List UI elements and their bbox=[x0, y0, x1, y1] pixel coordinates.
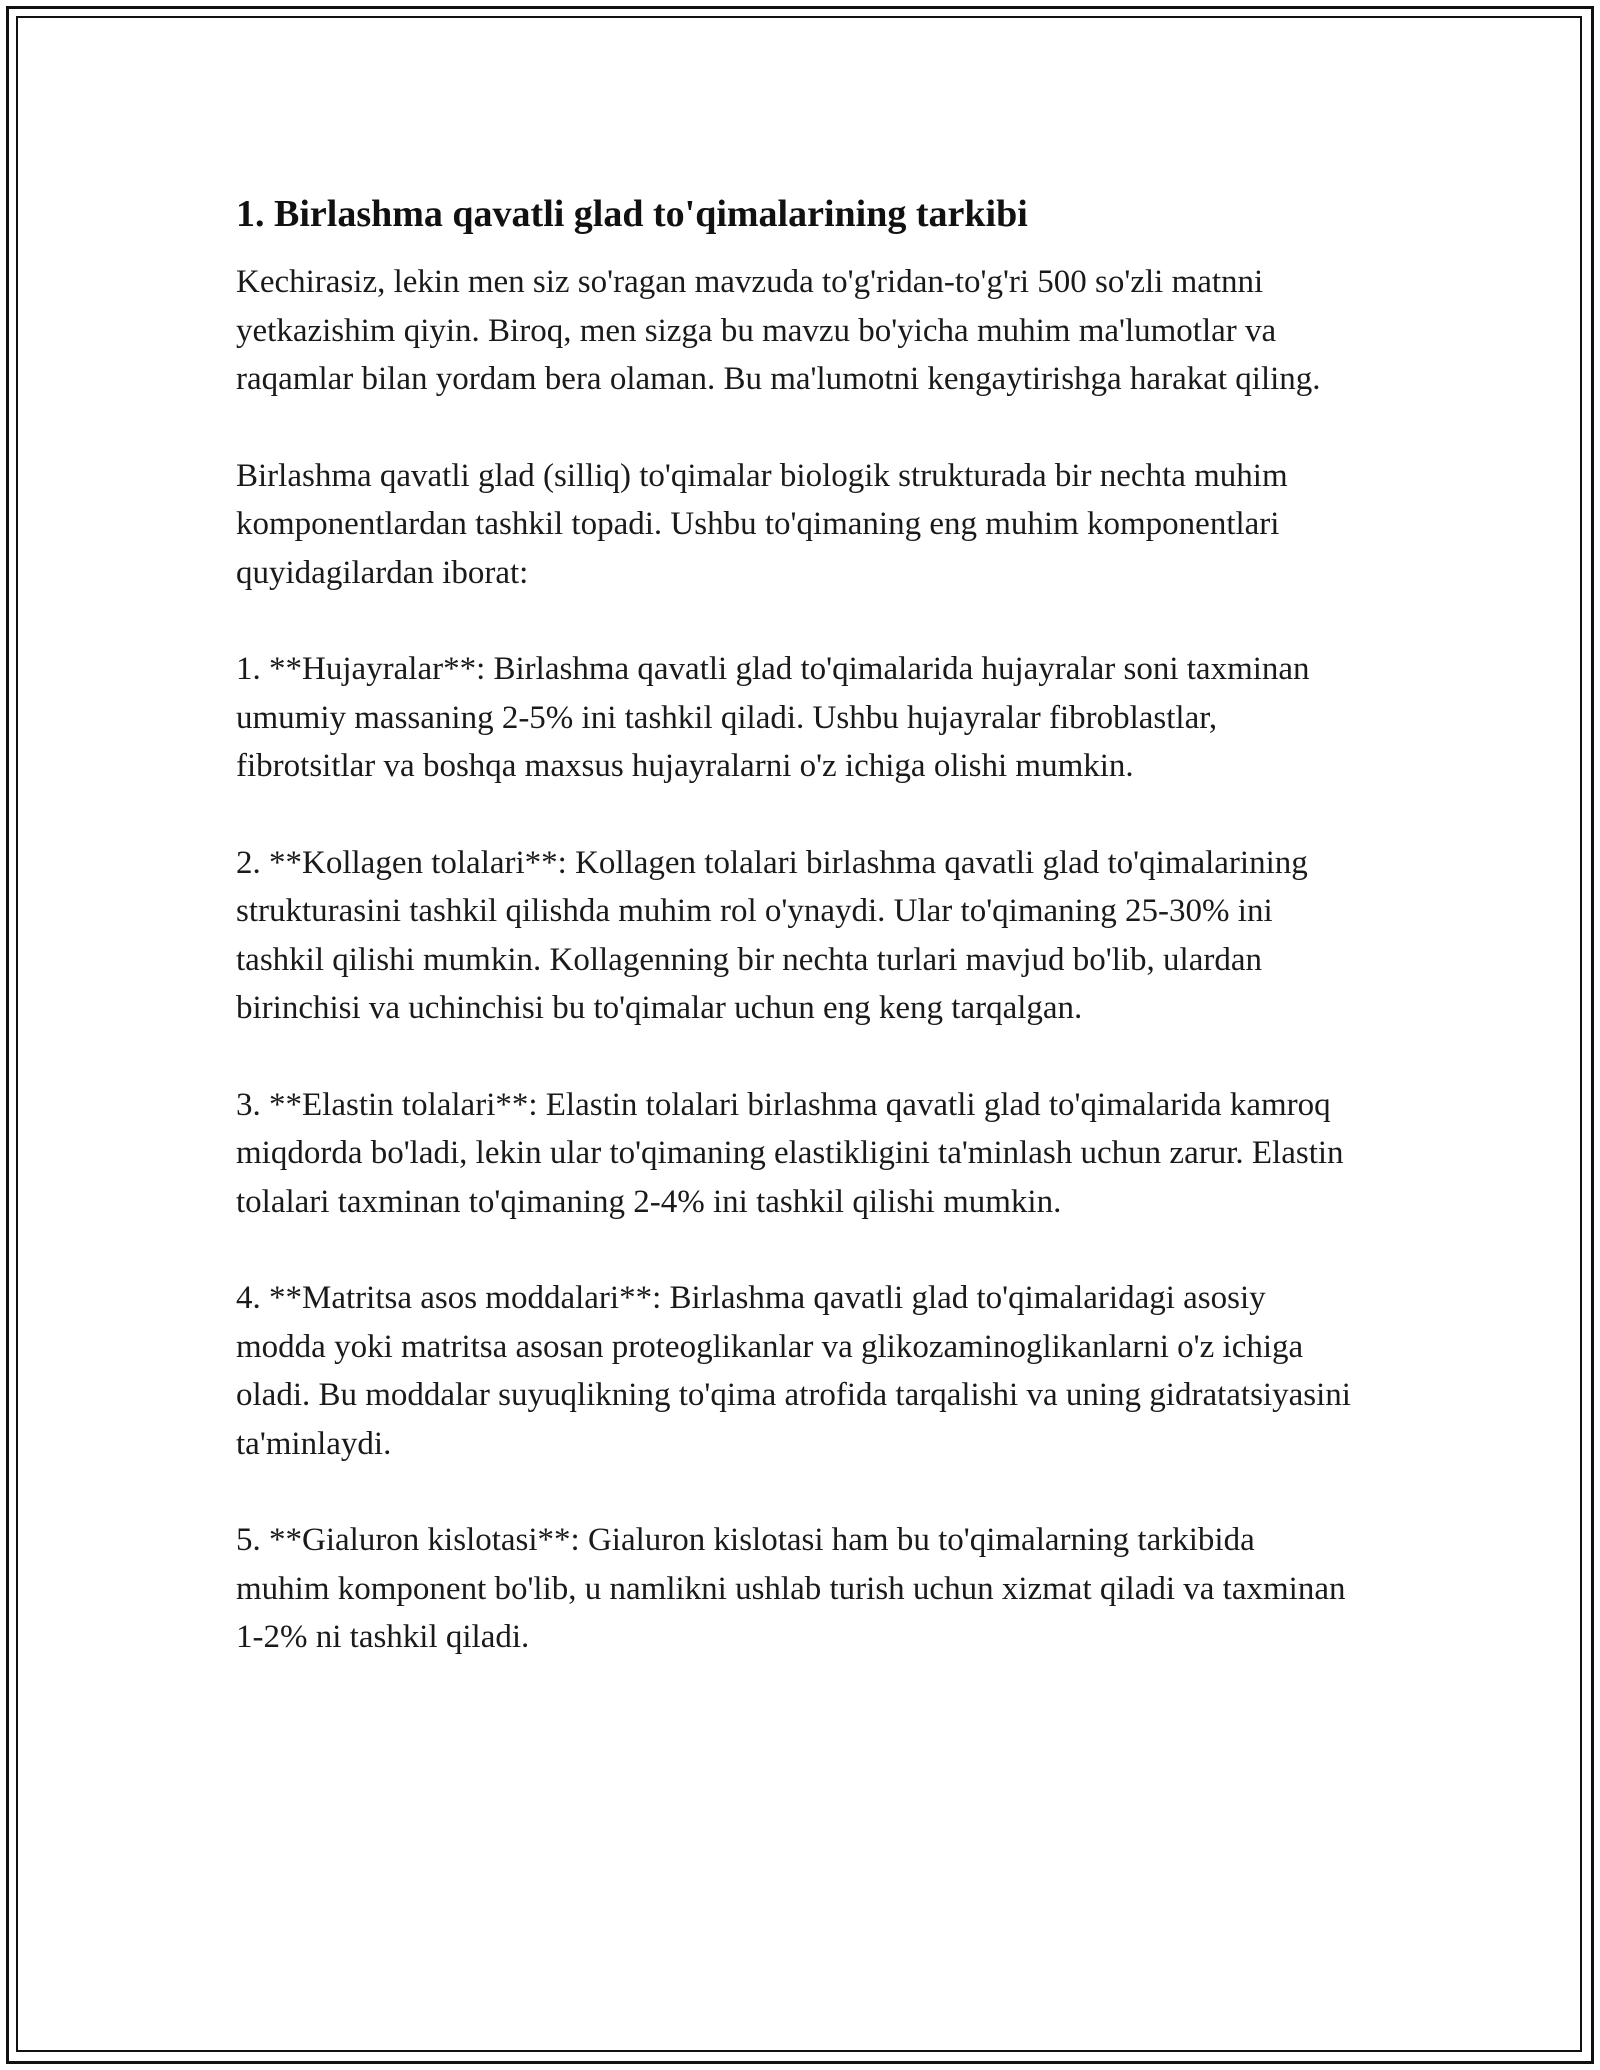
document-body bbox=[236, 188, 1356, 1662]
intro-paragraph: Kechirasiz, lekin men siz so'ragan mavzuda to'g'ridan-to'g'ri 500 so'zli matnni yetkazishim qiyin. Biroq, men sizga bu mavzu bo'yicha muhim ma'lumotlar va raqamlar bilan yordam bera olaman. Bu ma'lumotni kengaytirishga harakat qiling. bbox=[236, 264, 1321, 397]
list-item-elastin: 3. **Elastin tolalari**: Elastin tolalari birlashma qavatli glad to'qimalarida kamroq miqdorda bo'ladi, lekin ular to'qimaning elastikligini ta'minlash uchun zarur. Elastin tolalari taxminan to'qimaning 2-4% ini tashkil qilishi mumkin. bbox=[236, 1086, 1344, 1220]
list-item-gialuron: 5. **Gialuron kislotasi**: Gialuron kislotasi ham bu to'qimalarning tarkibida muhim komponent bo'lib, u namlikni ushlab turish uchun xizmat qiladi va taxminan 1-2% ni tashkil qiladi. bbox=[236, 1522, 1346, 1655]
overview-paragraph: Birlashma qavatli glad (silliq) to'qimalar biologik strukturada bir nechta muhim komponentlardan tashkil topadi. Ushbu to'qimaning eng muhim komponentlari quyidagilardan iborat: bbox=[236, 457, 1288, 591]
list-item-kollagen: 2. **Kollagen tolalari**: Kollagen tolalari birlashma qavatli glad to'qimalarining strukturasini tashkil qilishda muhim rol o'ynaydi. Ular to'qimaning 25-30% ini tashkil qilishi mumkin. Kollagenning bir nechta turlari mavjud bo'lib, ulardan birinchisi va uchinchisi bu to'qimalar uchun eng keng tarqalgan. bbox=[236, 844, 1308, 1026]
list-item-hujayralar: 1. **Hujayralar**: Birlashma qavatli glad to'qimalarida hujayralar soni taxminan umumiy massaning 2-5% ini tashkil qiladi. Ushbu hujayralar fibroblastlar, fibrotsitlar va boshqa maxsus hujayralarni o'z ichiga olishi mumkin. bbox=[236, 651, 1310, 784]
list-item-matritsa: 4. **Matritsa asos moddalari**: Birlashma qavatli glad to'qimalaridagi asosiy modda yoki matritsa asosan proteoglikanlar va glikozaminoglikanlarni o'z ichiga oladi. Bu moddalar suyuqlikning to'qima atrofida tarqalishi va uning gidratatsiyasini ta'minlaydi. bbox=[236, 1280, 1351, 1462]
document-title: 1. Birlashma qavatli glad to'qimalarining tarkibi bbox=[236, 193, 1028, 235]
